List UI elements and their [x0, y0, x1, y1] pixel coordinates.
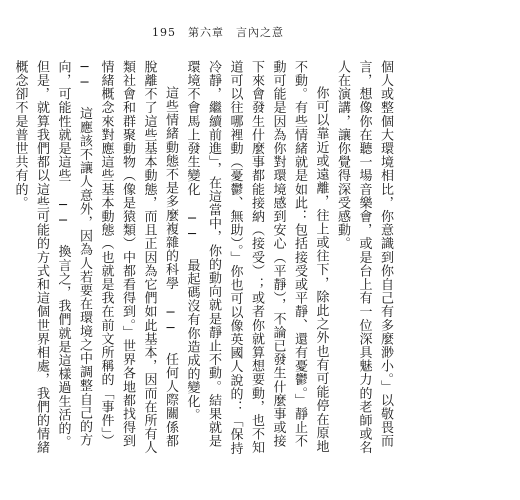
page-number: 195: [152, 26, 176, 39]
chapter-label: 第六章: [188, 26, 224, 39]
vertical-text-column: [9, 60, 396, 458]
paragraph-1: 個人或整個大環境相比，你意識到你自己有多麼渺小。」以敬畏而言，想像你在聽一場音樂會，或是台上有一位深具魅力的老師或名人在演講，讓你覺得深受感動。: [335, 60, 393, 455]
paragraph-2: 你可以靠近或遠離，往上或往下，除此之外也有可能停在原地不動。有些情緒就是如此：包括接受或平靜、還有憂鬱。」靜止不動可能是因為你對環境感到安心（平靜），不論已發生什麼事或接下來會發生什麼事都能接納（接受）；或者你就算想要動，也不知道可以往哪裡動（憂鬱、無助）。」你也可以像英國人說的：「保持冷靜，繼續前進」，在這當中，你的動向就是靜止不動。結果就是環境不會馬上發生變化 ── 最起碼沒有你造成的變化。: [184, 60, 329, 455]
paragraph-3: 這些情緒動態不是多麼複雜的科學 ── 任何人際關係都脫離不了這些基本動態，而且正因為它們如此基本，因而在所有人類社會和群聚動物（像是猿類）中都看得到。」世界各地都找得到情緒概念來對應這些基本動態（也就是我在前文所稱的「事件」）── 這應該不讓人意外，因為人若要在環境之中調整自己的方向，可能性就是這些 ── 換言之，我們就是這樣過生活的。但是，就算我們都以這些可能的方式和這個世界相處，我們的情緒概念卻不是普世共有的。: [12, 60, 178, 455]
chapter-title: 言內之意: [236, 26, 284, 39]
running-header: [152, 24, 284, 40]
body-text: [12, 60, 396, 458]
